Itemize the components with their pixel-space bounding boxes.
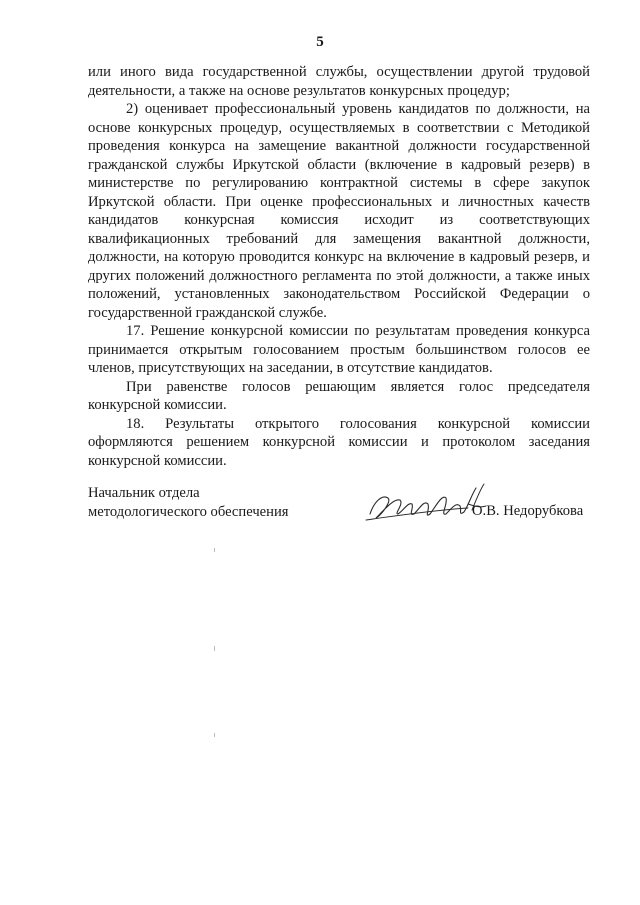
- paragraph-item-18-rest: оформляются решением конкурсной комиссии и протоколом заседания конкурсной комиссии.: [88, 434, 590, 469]
- signer-title-line-2: методологического обеспечения: [88, 503, 289, 520]
- scan-artifact-mark: [214, 548, 215, 552]
- paragraph-continuation: или иного вида государственной службы, осуществлении другой трудовой деятельности, а также на основе результатов конкурсных процедур;: [88, 64, 590, 99]
- paragraph-item-2: 2) оценивает профессиональный уровень кандидатов по должности, на основе конкурсных процедур, осуществляемых в соответствии с Методикой проведения конкурса на замещение вакантной должности государственной гражданской службы Иркутской области (включение в кадровый резерв) в министерстве по регулированию контрактной системы в сфере закупок Иркутской области. При оценке профессиональных и личностных качеств кандидатов конкурсная комиссия исходит из соответствующих квалификационных требований для замещения вакантной должности, должности, на которую проводится конкурс на включение в кадровый резерв, и других положений должностного регламента по этой должности, а также иных положений, установленных законодательством Российской Федерации о государственной гражданской службе.: [88, 101, 590, 321]
- document-body: [88, 63, 590, 470]
- scan-artifact-mark: [214, 733, 215, 737]
- paragraph-item-17: 17. Решение конкурсной комиссии по результатам проведения конкурса принимается открытым голосованием простым большинством голосов ее членов, присутствующих на заседании, в отсутствие кандидатов.: [88, 323, 590, 376]
- signer-title-line-1: Начальник отдела: [88, 485, 200, 501]
- signer-name: О.В. Недорубкова: [472, 503, 584, 519]
- paragraph-item-18-first-line: 18. Результаты открытого голосования конкурсной комиссии: [126, 415, 590, 432]
- paragraph-item-18: [88, 415, 590, 471]
- signer-title: [88, 484, 288, 521]
- paragraph-equal-votes: При равенстве голосов решающим является голос председателя конкурсной комиссии.: [88, 378, 590, 413]
- page-number: 5: [316, 34, 324, 50]
- signature-block: [88, 480, 590, 530]
- scan-artifact-mark: [214, 646, 215, 651]
